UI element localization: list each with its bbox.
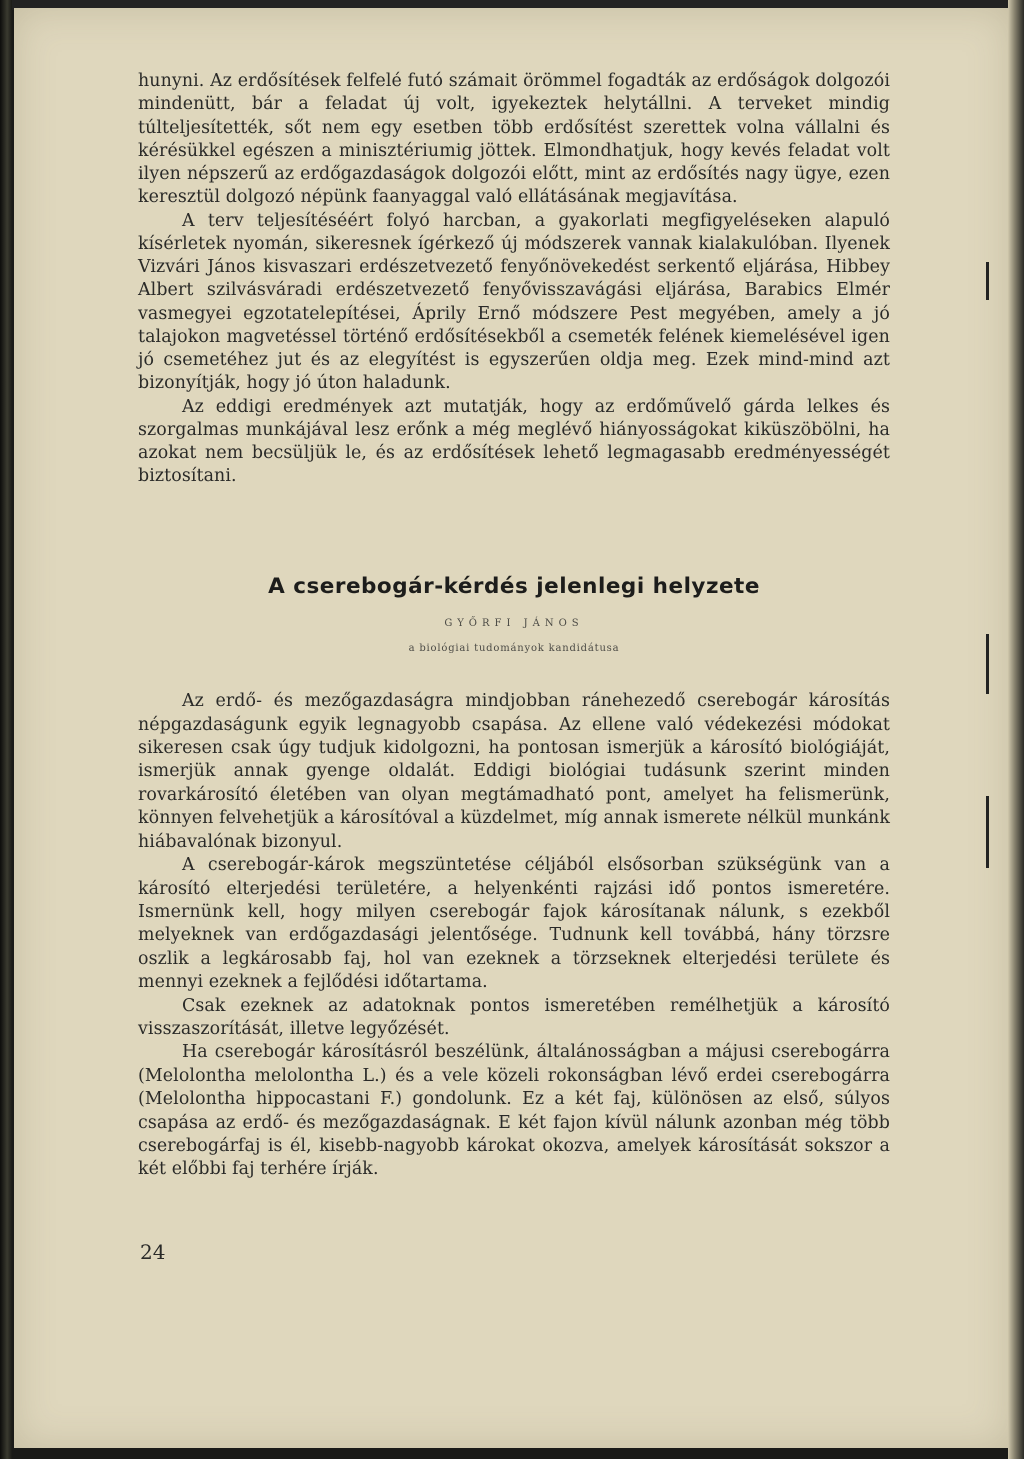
paragraph: Az erdő- és mezőgazdaságra mindjobban ránehezedő cserebogár károsítás népgazdaságunk egyik legnagyobb csapása. Az ellene való védekezési módokat sikeresen csak úgy tudjuk kidolgozni, ha pontosan ismerjük a károsító biológiáját, ismerjük annak gyenge oldalát. Eddigi biológiai tudásunk szerint minden rovarkárosító életében van olyan megtámadható pont, amelyet ha felismerünk, könnyen felvehetjük a károsítóval a küzdelmet, míg annak ismerete nélkül munkánk hiábavalónak bizonyul. (138, 691, 890, 852)
margin-mark (986, 634, 989, 694)
page-number: 24 (140, 1240, 166, 1264)
paragraph: A cserebogár-károk megszüntetése céljából elsősorban szükségünk van a károsító elterjedési területére, a helyenkénti rajzási idő pontos ismeretére. Ismernünk kell, hogy milyen cserebogár fajok károsítanak nálunk, s ezekből melyeknek van erdőgazdasági jelentősége. Tudnunk kell továbbá, hány törzsre oszlik a legkárosabb faj, hol van ezeknek a törzseknek elterjedési területe és mennyi ezeknek a fejlődési időtartama. (138, 855, 890, 993)
paragraph: Csak ezeknek az adatoknak pontos ismeretében remélhetjük a károsító visszaszorítását, illetve legyőzését. (138, 995, 890, 1039)
article-body (138, 690, 890, 1182)
paragraph: A terv teljesítéséért folyó harcban, a gyakorlati megfigyeléseken alapuló kísérletek nyomán, sikeresnek ígérkező új módszerek vannak kialakulóban. Ilyenek Vizvári János kisvaszari erdészetvezető fenyőnövekedést serkentő eljárása, Hibbey Albert szilvásváradi erdészetvezető fenyővisszavágási eljárása, Barabics Elmér vasmegyei egzotatelepítései, Áprily Ernő módszere Pest megyében, amely a jó talajokon magvetéssel történő erdősítésekből a csemeték felének kiemelésével igen jó csemetéhez jut és az elegyítést is egyszerűen oldja meg. Ezek mind-mind azt bizonyítják, hogy jó úton haladunk. (138, 210, 890, 394)
author-affiliation: a biológiai tudományok kandidátusa (408, 643, 620, 654)
paragraph: Az eddigi eredmények azt mutatják, hogy az erdőművelő gárda lelkes és szorgalmas munkájával lesz erőnk a még meglévő hiányosságokat kiküszöbölni, ha azokat nem becsüljük le, és az erdősítések lehető legmagasabb eredményességét biztosítani. (138, 396, 890, 487)
page-right-edge (1008, 0, 1024, 1459)
margin-mark (986, 796, 989, 868)
article-title: A cserebogár-kérdés jelenlegi helyzete (268, 573, 760, 599)
paragraph: hunyni. Az erdősítések felfelé futó számait örömmel fogadták az erdőságok dolgozói mindenütt, bár a feladat új volt, igyekeztek helytállni. A terveket mindig túlteljesítették, sőt nem egy esetben több erdősítést szerettek volna vállalni és kérésükkel egészen a minisztériumig jöttek. Elmondhatjuk, hogy kevés feladat volt ilyen népszerű az erdőgazdaságok dolgozói előtt, mint az erdősítés nagy ügye, ezen keresztül dolgozó népünk faanyaggal való ellátásának megjavítása. (138, 71, 890, 208)
book-spine-edge (0, 0, 12, 1459)
page-content (138, 70, 890, 1182)
paragraph: Ha cserebogár károsításról beszélünk, általánosságban a májusi cserebogárra (Melolontha melolontha L.) és a vele közeli rokonságban lévő erdei cserebogárra (Melolontha hippocastani F.) gondolunk. Ez a két faj, különösen az első, súlyos csapása az erdő- és mezőgazdaságnak. E két fajon kívül nálunk azonban még több cserebogárfaj is él, kisebb-nagyobb károkat okozva, amelyek károsítását sokszor a két előbbi faj terhére írják. (138, 1042, 890, 1180)
margin-mark (986, 262, 989, 300)
article-author: GYŐRFI JÁNOS (444, 617, 584, 629)
previous-article-ending (138, 70, 890, 489)
